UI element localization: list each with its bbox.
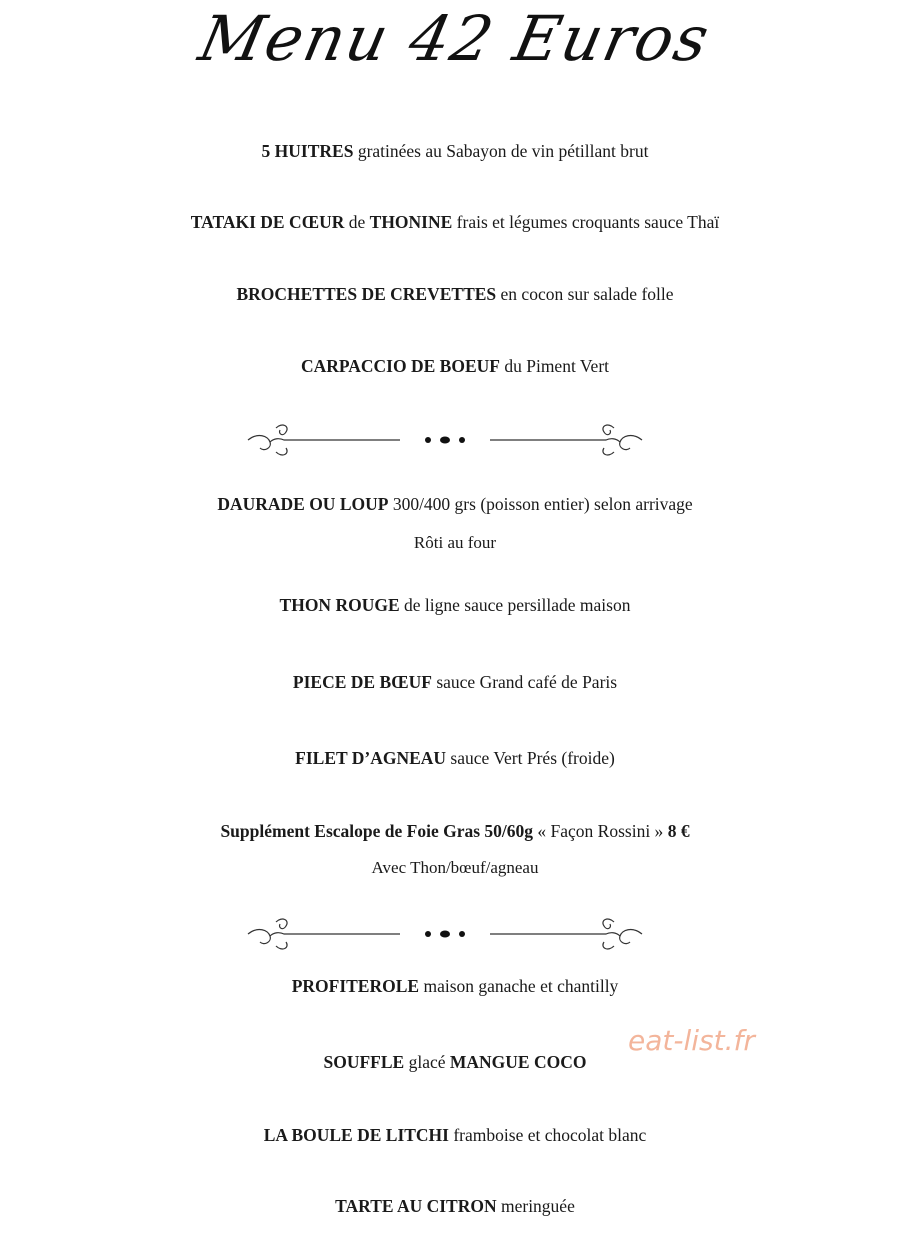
item-name-2: MANGUE COCO bbox=[449, 1052, 587, 1072]
menu-item-thon-rouge bbox=[0, 594, 910, 616]
menu-item-daurade-sub: Rôti au four bbox=[413, 533, 497, 552]
item-description: meringuée bbox=[496, 1196, 575, 1216]
item-description: maison ganache et chantilly bbox=[419, 976, 619, 996]
menu-item-tataki bbox=[0, 211, 910, 233]
menu-item-filet-agneau bbox=[0, 747, 910, 769]
ornament-divider-icon bbox=[240, 912, 650, 952]
item-name: THON ROUGE bbox=[279, 595, 400, 615]
item-name: CARPACCIO DE BOEUF bbox=[300, 356, 500, 376]
item-description: du Piment Vert bbox=[499, 356, 610, 376]
item-description: en cocon sur salade folle bbox=[496, 284, 674, 304]
menu-item-carpaccio bbox=[0, 355, 910, 377]
item-name-2: THONINE bbox=[369, 212, 453, 232]
supplement-name: Supplément Escalope de Foie Gras 50/60g bbox=[220, 821, 534, 841]
menu-supplement bbox=[0, 820, 910, 842]
item-description: sauce Grand café de Paris bbox=[431, 672, 618, 692]
item-name: FILET D’AGNEAU bbox=[295, 748, 447, 768]
item-description: 300/400 grs (poisson entier) selon arrivage bbox=[388, 494, 693, 514]
menu-item-profiterole bbox=[0, 975, 910, 997]
item-description: frais et légumes croquants sauce Thaï bbox=[452, 212, 720, 232]
ornament-divider-icon bbox=[240, 418, 650, 458]
supplement-price: 8 € bbox=[663, 821, 690, 841]
item-name: LA BOULE DE LITCHI bbox=[263, 1125, 449, 1145]
menu-supplement-sub: Avec Thon/bœuf/agneau bbox=[371, 858, 539, 877]
item-connector: glacé bbox=[404, 1052, 450, 1072]
menu-item-brochettes bbox=[0, 283, 910, 305]
item-description: sauce Vert Prés (froide) bbox=[446, 748, 615, 768]
item-name: 5 HUITRES bbox=[261, 141, 354, 161]
menu-item-boule-litchi bbox=[0, 1124, 910, 1146]
item-description: framboise et chocolat blanc bbox=[448, 1125, 647, 1145]
menu-item-tarte-citron bbox=[0, 1195, 910, 1217]
item-name: TATAKI DE CŒUR bbox=[190, 212, 345, 232]
menu-title: Menu 42 Euros bbox=[193, 2, 717, 75]
item-name: BROCHETTES DE CREVETTES bbox=[236, 284, 497, 304]
item-description: de ligne sauce persillade maison bbox=[399, 595, 631, 615]
item-name: TARTE AU CITRON bbox=[335, 1196, 497, 1216]
menu-item-huitres bbox=[0, 140, 910, 162]
item-name: DAURADE OU LOUP bbox=[217, 494, 389, 514]
menu-item-piece-de-boeuf bbox=[0, 671, 910, 693]
menu-item-souffle bbox=[0, 1051, 910, 1073]
menu-item-daurade bbox=[0, 493, 910, 515]
item-name: PIECE DE BŒUF bbox=[292, 672, 432, 692]
item-name: PROFITEROLE bbox=[291, 976, 420, 996]
item-connector: de bbox=[344, 212, 370, 232]
item-name: SOUFFLE bbox=[323, 1052, 405, 1072]
item-description: gratinées au Sabayon de vin pétillant brut bbox=[353, 141, 649, 161]
supplement-style: « Façon Rossini » bbox=[533, 821, 664, 841]
watermark: eat-list.fr bbox=[628, 1024, 755, 1057]
